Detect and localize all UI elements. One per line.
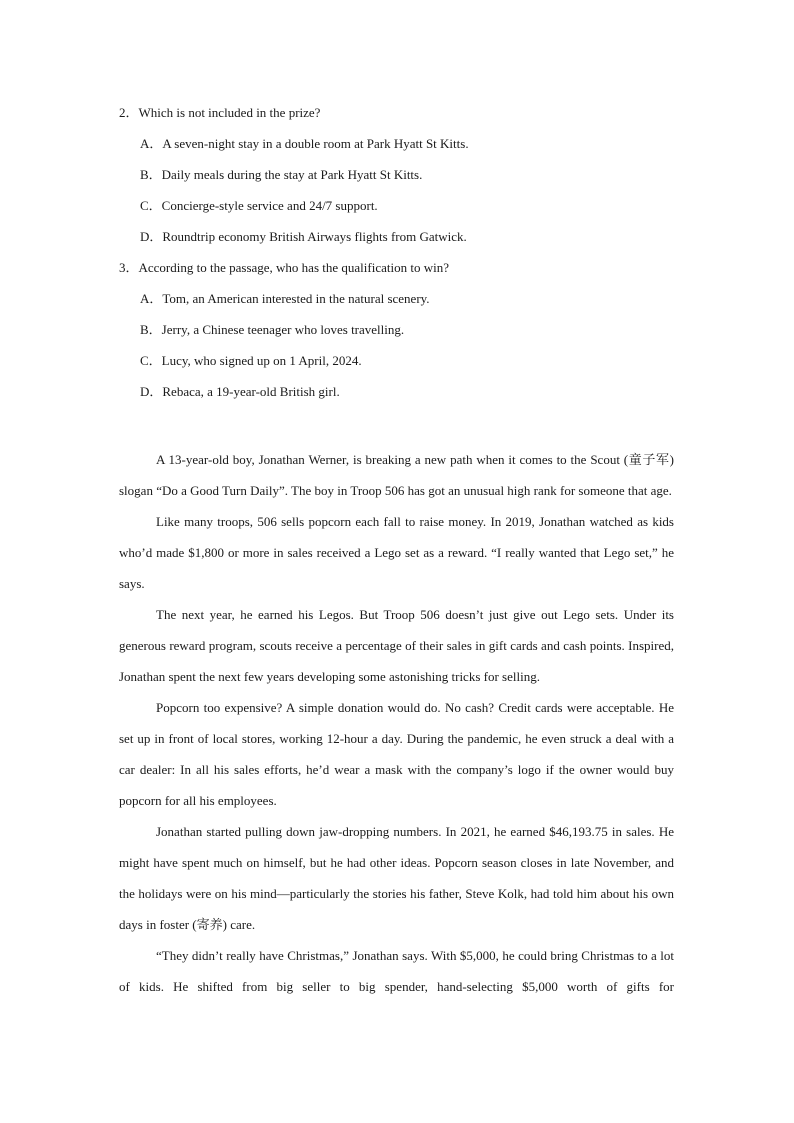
passage-paragraph-6: “They didn’t really have Christmas,” Jonathan says. With $5,000, he could bring Christmas to a lot of kids. He shifted from big seller to big spender, hand-selecting $5,000 worth of gifts for xyxy=(119,948,674,994)
passage-paragraph-3: The next year, he earned his Legos. But Troop 506 doesn’t just give out Lego sets. Under its generous reward program, scouts receive a percentage of their sales in gift cards and cash points. Inspired, Jonathan spent the next few years developing some astonishing tricks for selling. xyxy=(119,607,674,684)
question-2-option-c: C．Concierge-style service and 24/7 support. xyxy=(140,198,378,213)
question-3-stem: 3．According to the passage, who has the qualification to win? xyxy=(119,260,449,275)
passage-paragraph-4: Popcorn too expensive? A simple donation would do. No cash? Credit cards were acceptable. He set up in front of local stores, working 12-hour a day. During the pandemic, he even struck a deal with a car dealer: In all his sales efforts, he’d wear a mask with the company’s logo if the owner would buy popcorn for all his employees. xyxy=(119,700,674,808)
question-2-option-a: A．A seven-night stay in a double room at Park Hyatt St Kitts. xyxy=(140,136,469,151)
question-3-option-c: C．Lucy, who signed up on 1 April, 2024. xyxy=(140,353,362,368)
reading-passage xyxy=(119,444,674,1002)
question-3-option-a: A．Tom, an American interested in the natural scenery. xyxy=(140,291,430,306)
question-3-option-b: B．Jerry, a Chinese teenager who loves travelling. xyxy=(140,322,405,337)
question-2-stem: 2．Which is not included in the prize? xyxy=(119,105,321,120)
passage-paragraph-1: A 13-year-old boy, Jonathan Werner, is breaking a new path when it comes to the Scout (童子军) slogan “Do a Good Turn Daily”. The boy in Troop 506 has got an unusual high rank for someone that age. xyxy=(119,452,674,498)
passage-paragraph-2: Like many troops, 506 sells popcorn each fall to raise money. In 2019, Jonathan watched as kids who’d made $1,800 or more in sales received a Lego set as a reward. “I really wanted that Lego set,” he says. xyxy=(119,514,674,591)
passage-paragraph-5: Jonathan started pulling down jaw-dropping numbers. In 2021, he earned $46,193.75 in sales. He might have spent much on himself, but he had other ideas. Popcorn season closes in late November, and the holidays were on his mind—particularly the stories his father, Steve Kolk, had told him about his own days in foster (寄养) care. xyxy=(119,824,674,932)
question-2-option-b: B．Daily meals during the stay at Park Hyatt St Kitts. xyxy=(140,167,423,182)
question-3-option-d: D．Rebaca, a 19-year-old British girl. xyxy=(140,384,340,399)
question-2-option-d: D．Roundtrip economy British Airways flights from Gatwick. xyxy=(140,229,467,244)
